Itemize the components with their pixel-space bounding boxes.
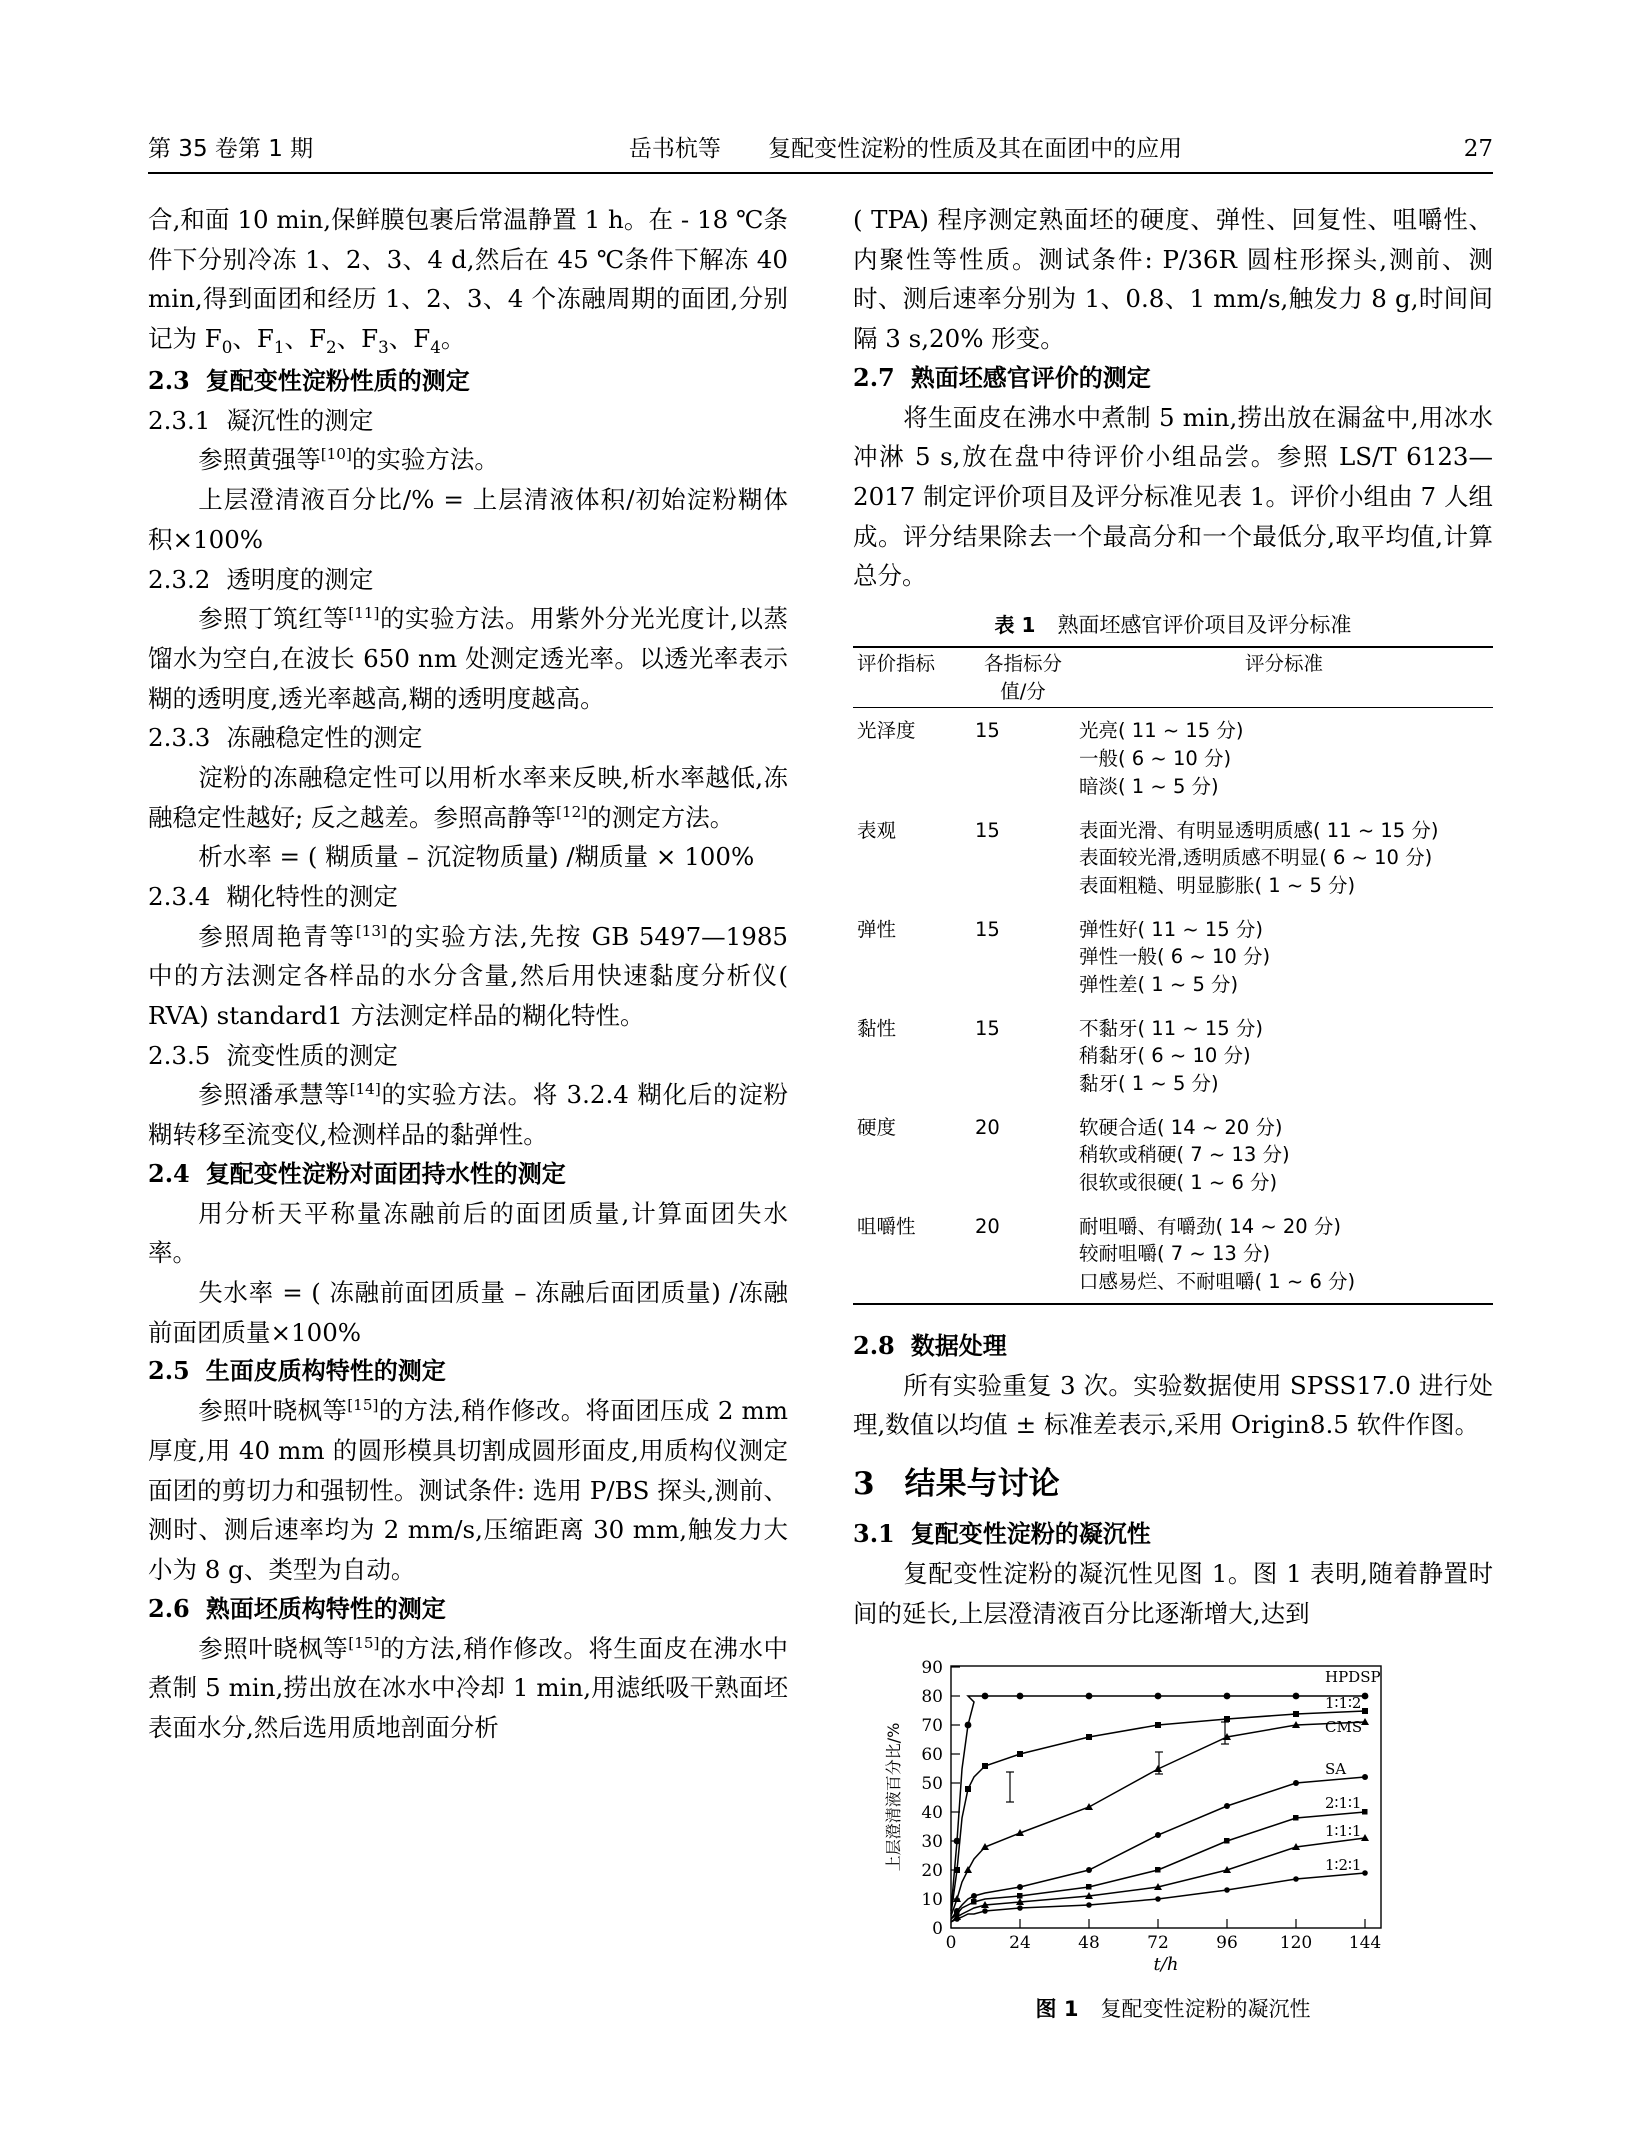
- criteria-line: 黏牙( 1 ~ 5 分): [1079, 1072, 1219, 1096]
- svg-text:20: 20: [921, 1860, 943, 1881]
- svg-text:70: 70: [921, 1715, 943, 1736]
- table-row: [853, 1105, 1493, 1204]
- citation-10: [10]: [320, 445, 352, 464]
- figure-1: [853, 1652, 1493, 2026]
- figure-label: 图 1: [1035, 1996, 1079, 2021]
- table-caption: [853, 608, 1493, 642]
- paragraph-2-3-1-a: 参照黄强等[10]的实验方法。: [198, 445, 499, 475]
- criteria-line: 很软或很硬( 1 ~ 6 分): [1079, 1171, 1278, 1195]
- criteria-line: 暗淡( 1 ~ 5 分): [1079, 774, 1219, 798]
- svg-text:80: 80: [921, 1686, 943, 1707]
- citation-15b: [15]: [348, 1633, 380, 1652]
- paragraph-2-7: 将生面皮在沸水中煮制 5 min,捞出放在漏盆中,用冰水冲淋 5 s,放在盘中待评价小组品尝。参照 LS/T 6123—2017 制定评价项目及评分标准见表 1。评价小组由 7 人组成。评分结果除去一个最高分和一个最低分,取平均值,计算总分。: [853, 402, 1493, 591]
- citation-15a: [15]: [347, 1396, 379, 1415]
- criteria-line: 表面粗糙、明显膨胀( 1 ~ 5 分): [1079, 873, 1356, 897]
- header-volume-issue: 第 35 卷第 1 期: [148, 136, 314, 162]
- row-score: 15: [971, 708, 1075, 808]
- paragraph-2-3-3-a: 淀粉的冻融稳定性可以用析水率来反映,析水率越低,冻融稳定性越好; 反之越差。参照高静等[12]的测定方法。: [148, 762, 788, 832]
- section-2-3-2: 2.3.2 透明度的测定: [148, 564, 374, 594]
- svg-text:24: 24: [1009, 1932, 1031, 1953]
- table-row: [853, 708, 1493, 808]
- section-2-8: 2.8 数据处理: [853, 1330, 1007, 1360]
- table-row: [853, 1006, 1493, 1105]
- section-2-3-1: 2.3.1 凝沉性的测定: [148, 405, 374, 435]
- paragraph-2-4-a: 用分析天平称量冻融前后的面团质量,计算面团失水率。: [148, 1198, 788, 1268]
- paragraph-continuation: 合,和面 10 min,保鲜膜包裹后常温静置 1 h。在 - 18 ℃条件下分别冷冻 1、2、3、4 d,然后在 45 ℃条件下解冻 40 min,得到面团和经历 1、2、3、4 个冻融周期的面团,分别记为 $F_0$、$F_1$、$F_2$、$F_3$、$F_4$。: [148, 205, 788, 357]
- svg-text:50: 50: [921, 1773, 943, 1794]
- row-index: 咀嚼性: [853, 1204, 971, 1304]
- table-header-criteria: 评分标准: [1075, 647, 1493, 708]
- criteria-line: 稍黏牙( 6 ~ 10 分): [1079, 1044, 1251, 1068]
- section-3: 3 结果与讨论: [853, 1466, 1060, 1503]
- citation-12: [12]: [556, 802, 588, 821]
- series-label-cms: CMS: [1325, 1717, 1363, 1736]
- table-header-index: 评价指标: [853, 647, 971, 708]
- section-3-1: 3.1 复配变性淀粉的凝沉性: [853, 1519, 1151, 1549]
- criteria-line: 一般( 6 ~ 10 分): [1079, 747, 1232, 771]
- criteria-line: 弹性好( 11 ~ 15 分): [1079, 917, 1263, 941]
- paragraph-2-5: 参照叶晓枫等[15]的方法,稍作修改。将面团压成 2 mm 厚度,用 40 mm 的圆形模具切割成圆形面皮,用质构仪测定面团的剪切力和强韧性。测试条件: 选用 P/BS 探头,测前、测时、测后速率均为 2 mm/s,压缩距离 30 mm,触发力大小为 8 g、类型为自动。: [148, 1396, 789, 1585]
- series-label-hpdsp: HPDSP: [1325, 1667, 1381, 1686]
- paragraph-3-1: 复配变性淀粉的凝沉性见图 1。图 1 表明,随着静置时间的延长,上层澄清液百分比逐渐增大,达到: [853, 1559, 1493, 1628]
- row-score: 20: [971, 1204, 1075, 1304]
- section-2-3: 2.3 复配变性淀粉性质的测定: [148, 365, 470, 395]
- right-column: [853, 200, 1493, 2026]
- table-row: [853, 907, 1493, 1006]
- svg-text:40: 40: [921, 1802, 943, 1823]
- criteria-line: 光亮( 11 ~ 15 分): [1079, 719, 1244, 743]
- table-row: [853, 808, 1493, 907]
- series-label-sa: SA: [1325, 1759, 1347, 1778]
- row-index: 光泽度: [853, 708, 971, 808]
- table-row: [853, 1204, 1493, 1304]
- row-index: 弹性: [857, 917, 897, 941]
- row-criteria: [1075, 907, 1493, 1006]
- criteria-line: 弹性一般( 6 ~ 10 分): [1079, 945, 1271, 969]
- header-divider: [148, 172, 1493, 174]
- row-criteria: [1075, 808, 1493, 907]
- svg-text:60: 60: [921, 1744, 943, 1765]
- header-article-title: 复配变性淀粉的性质及其在面团中的应用: [768, 136, 1183, 162]
- svg-text:30: 30: [921, 1831, 943, 1852]
- criteria-line: 不黏牙( 11 ~ 15 分): [1079, 1016, 1263, 1040]
- svg-text:120: 120: [1279, 1932, 1313, 1953]
- svg-text:上层澄清液百分比/%: 上层澄清液百分比/%: [884, 1722, 903, 1871]
- series-label-121: 1∶2∶1: [1325, 1855, 1362, 1874]
- svg-text:90: 90: [921, 1657, 943, 1678]
- header-authors: 岳书杭等: [628, 136, 721, 162]
- sedimentation-chart: [873, 1652, 1473, 1982]
- series-label-111: 1∶1∶1: [1325, 1821, 1362, 1840]
- section-2-6: 2.6 熟面坯质构特性的测定: [148, 1593, 446, 1623]
- row-index: 表观: [857, 818, 897, 842]
- section-2-3-5: 2.3.5 流变性质的测定: [148, 1040, 398, 1070]
- citation-13: [13]: [355, 921, 387, 940]
- paragraph-2-4-b: 失水率 = ( 冻融前面团质量 – 冻融后面团质量) /冻融前面团质量×100%: [148, 1278, 788, 1347]
- table-title: 熟面坯感官评价项目及评分标准: [1057, 613, 1352, 638]
- series-label-112: 1∶1∶2: [1325, 1693, 1362, 1712]
- figure-caption: [853, 1992, 1493, 2026]
- paragraph-2-3-5: 参照潘承慧等[14]的实验方法。将 3.2.4 糊化后的淀粉糊转移至流变仪,检测样品的黏弹性。: [148, 1080, 789, 1150]
- row-criteria: [1075, 1105, 1493, 1204]
- section-2-7: 2.7 熟面坯感官评价的测定: [853, 362, 1151, 392]
- section-2-3-4: 2.3.4 糊化特性的测定: [148, 882, 398, 912]
- criteria-line: 较耐咀嚼( 7 ~ 13 分): [1079, 1242, 1271, 1266]
- header-page-number: 27: [1463, 136, 1493, 162]
- row-score: 20: [975, 1115, 1000, 1139]
- citation-14: [14]: [349, 1080, 381, 1099]
- criteria-line: 口感易烂、不耐咀嚼( 1 ~ 6 分): [1079, 1270, 1356, 1294]
- svg-text:96: 96: [1216, 1932, 1238, 1953]
- table-header-row: [853, 647, 1493, 708]
- section-2-4: 2.4 复配变性淀粉对面团持水性的测定: [148, 1158, 566, 1188]
- paragraph-2-3-1-b: 上层澄清液百分比/% = 上层清液体积/初始淀粉糊体积×100%: [148, 485, 788, 554]
- paragraph-2-3-3-b: 析水率 = ( 糊质量 – 沉淀物质量) /糊质量 × 100%: [198, 842, 755, 872]
- header-center: [398, 130, 1413, 163]
- svg-text:0: 0: [945, 1932, 957, 1953]
- row-score: 15: [975, 1016, 1000, 1040]
- left-column: [148, 200, 788, 1748]
- citation-11: [11]: [348, 604, 380, 623]
- paragraph-continuation-right: ( TPA) 程序测定熟面坯的硬度、弹性、回复性、咀嚼性、内聚性等性质。测试条件: P/36R 圆柱形探头,测前、测时、测后速率分别为 1、0.8、1 mm/s,触发力 8 g,时间间隔 3 s,20% 形变。: [853, 205, 1493, 354]
- paragraph-2-6: 参照叶晓枫等[15]的方法,稍作修改。将生面皮在沸水中煮制 5 min,捞出放在冰水中冷却 1 min,用滤纸吸干熟面坯表面水分,然后选用质地剖面分析: [148, 1633, 788, 1743]
- paragraph-2-8: 所有实验重复 3 次。实验数据使用 SPSS17.0 进行处理,数值以均值 ± 标准差表示,采用 Origin8.5 软件作图。: [853, 1370, 1493, 1440]
- section-2-3-3: 2.3.3 冻融稳定性的测定: [148, 723, 423, 753]
- svg-text:48: 48: [1078, 1932, 1100, 1953]
- svg-text:144: 144: [1348, 1932, 1382, 1953]
- figure-title: 复配变性淀粉的凝沉性: [1100, 1996, 1311, 2021]
- table-label: 表 1: [994, 613, 1036, 638]
- sensory-evaluation-table: [853, 646, 1493, 1305]
- section-2-5: 2.5 生面皮质构特性的测定: [148, 1356, 446, 1386]
- row-criteria: [1075, 708, 1493, 808]
- svg-text:t/h: t/h: [1153, 1953, 1179, 1975]
- paragraph-2-3-2: 参照丁筑红等[11]的实验方法。用紫外分光光度计,以蒸馏水为空白,在波长 650 nm 处测定透光率。以透光率表示糊的透明度,透光率越高,糊的透明度越高。: [148, 604, 788, 713]
- row-criteria: [1075, 1006, 1493, 1105]
- criteria-line: 稍软或稍硬( 7 ~ 13 分): [1079, 1143, 1290, 1167]
- criteria-line: 表面较光滑,透明质感不明显( 6 ~ 10 分): [1079, 846, 1433, 870]
- criteria-line: 耐咀嚼、有嚼劲( 14 ~ 20 分): [1079, 1214, 1341, 1238]
- series-label-211: 2∶1∶1: [1325, 1793, 1362, 1812]
- row-index: 黏性: [857, 1016, 897, 1040]
- row-score: 15: [975, 818, 1000, 842]
- svg-text:10: 10: [921, 1889, 943, 1910]
- row-criteria: [1075, 1204, 1493, 1304]
- row-score: 15: [975, 917, 1000, 941]
- page-header: [148, 130, 1493, 163]
- criteria-line: 弹性差( 1 ~ 5 分): [1079, 972, 1239, 996]
- row-index: 硬度: [857, 1115, 897, 1139]
- criteria-line: 表面光滑、有明显透明质感( 11 ~ 15 分): [1079, 818, 1439, 842]
- svg-text:72: 72: [1147, 1932, 1169, 1953]
- svg-text:0: 0: [932, 1918, 943, 1939]
- criteria-line: 软硬合适( 14 ~ 20 分): [1079, 1115, 1283, 1139]
- table-header-score: 各指标分值/分: [971, 647, 1075, 708]
- paragraph-2-3-4: 参照周艳青等[13]的实验方法,先按 GB 5497—1985 中的方法测定各样品的水分含量,然后用快速黏度分析仪( RVA) standard1 方法测定样品的糊化特性。: [148, 921, 789, 1031]
